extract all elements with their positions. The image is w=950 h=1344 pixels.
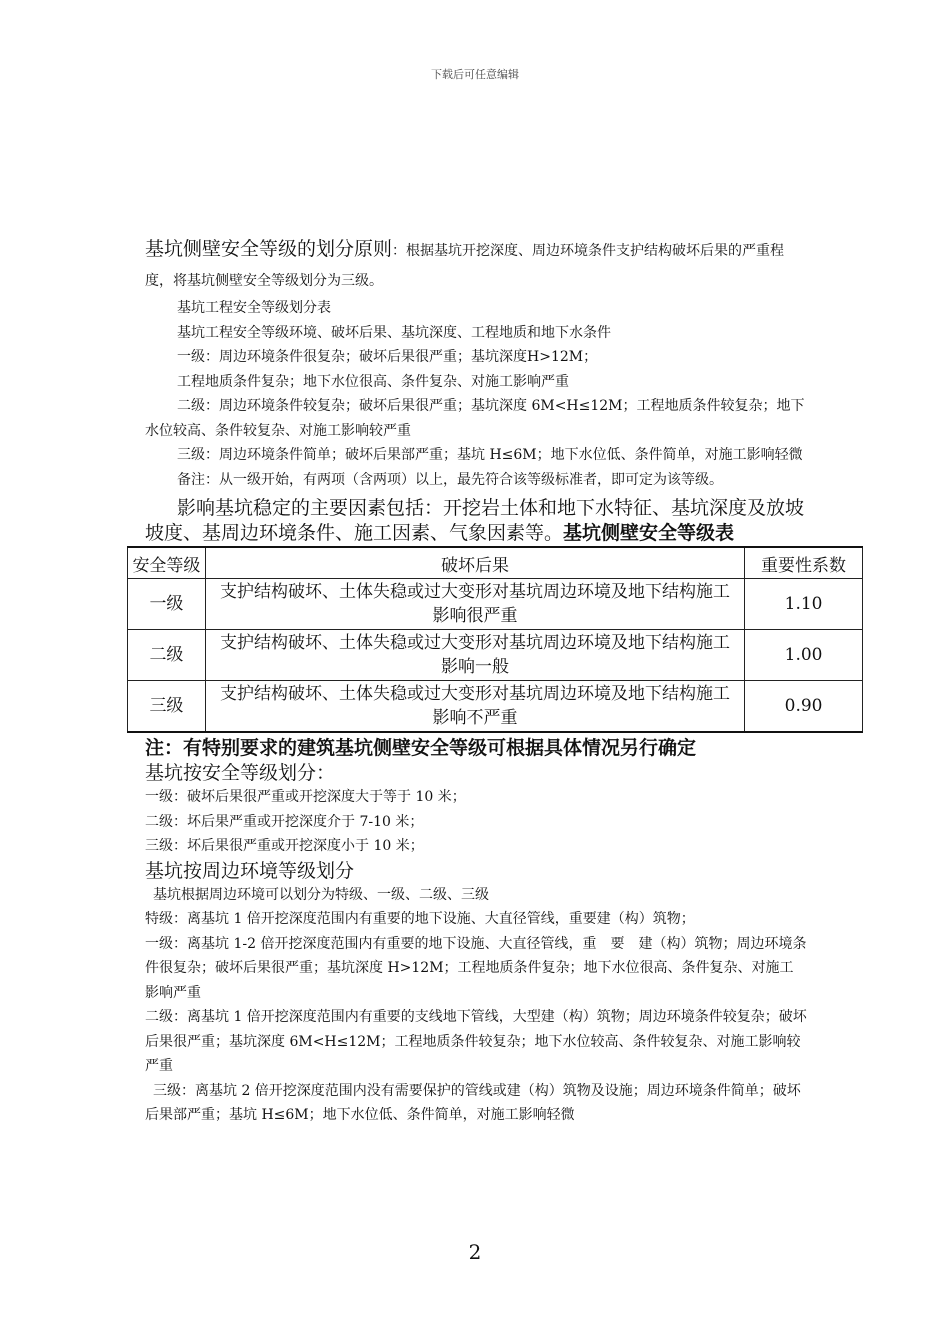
cell-grade: 三级 — [128, 681, 206, 733]
table-title: 基坑侧壁安全等级表 — [563, 522, 735, 544]
table-header-row — [128, 547, 863, 579]
paragraph-level-1: 一级：周边环境条件很复杂；破坏后果很严重；基坑深度H>12M； — [177, 349, 598, 365]
paragraph-remark: 备注：从一级开始，有两项（含两项）以上，最先符合该等级标准者，即可定为该等级。 — [177, 471, 723, 488]
cell-grade: 二级 — [128, 630, 206, 681]
header-grade: 安全等级 — [128, 547, 206, 579]
factors-paragraph — [145, 496, 807, 546]
cell-consequence: 支护结构破坏、土体失稳或过大变形对基坑周边环境及地下结构施工影响很严重 — [205, 579, 744, 630]
paragraph-level-3: 三级：周边环境条件简单；破坏后果部严重；基坑 H≤6M；地下水位低、条件简单，对施工影响轻微 — [177, 447, 803, 463]
paragraph-level-2: 二级：周边环境条件较复杂；破坏后果很严重；基坑深度 6M<H≤12M；工程地质条件较复杂；地下水位较高、条件较复杂、对施工影响较严重 — [145, 398, 805, 439]
table-row — [128, 630, 863, 681]
safety-item: 一级：破坏后果很严重或开挖深度大于等于 10 米； — [145, 789, 466, 805]
env-item-last: 三级：离基坑 2 倍开挖深度范围内没有需要保护的管线或建（构）筑物及设施；周边环境条件简单；破坏后果部严重；基坑 H≤6M；地下水位低、条件简单，对施工影响轻微 — [145, 1082, 801, 1123]
page-header: 下载后可任意编辑 — [431, 68, 519, 81]
page-number: 2 — [468, 1240, 482, 1264]
intro-paragraph — [145, 234, 807, 296]
paragraph-level-1-cont: 工程地质条件复杂；地下水位很高、条件复杂、对施工影响严重 — [177, 373, 569, 390]
table-row — [128, 681, 863, 733]
env-item: 二级：离基坑 1 倍开挖深度范围内有重要的支线地下管线，大型建（构）筑物；周边环境条件较复杂；破坏后果很严重；基坑深度 6M<H≤12M；工程地质条件较复杂；地下水位较高、条件较复杂、对施工影响较严重 — [145, 1009, 807, 1074]
env-division-title: 基坑按周边环境等级划分 — [145, 859, 355, 882]
cell-grade: 一级 — [128, 579, 206, 630]
table-row — [128, 579, 863, 630]
cell-coef: 1.10 — [745, 579, 863, 630]
env-item: 特级：离基坑 1 倍开挖深度范围内有重要的地下设施、大直径管线，重要建（构）筑物； — [145, 911, 695, 927]
header-coef: 重要性系数 — [745, 547, 863, 579]
safety-item: 三级：坏后果很严重或开挖深度小于 10 米； — [145, 838, 424, 854]
cell-coef: 1.00 — [745, 630, 863, 681]
paragraph-criteria: 基坑工程安全等级环境、破坏后果、基坑深度、工程地质和地下水条件 — [177, 324, 611, 341]
safety-item: 二级：坏后果严重或开挖深度介于 7-10 米； — [145, 813, 424, 830]
env-intro: 基坑根据周边环境可以划分为特级、一级、二级、三级 — [153, 886, 489, 903]
intro-title: 基坑侧壁安全等级的划分原则 — [145, 238, 393, 260]
header-consequence: 破坏后果 — [205, 547, 744, 579]
cell-coef: 0.90 — [745, 681, 863, 733]
cell-consequence: 支护结构破坏、土体失稳或过大变形对基坑周边环境及地下结构施工影响不严重 — [205, 681, 744, 733]
cell-consequence: 支护结构破坏、土体失稳或过大变形对基坑周边环境及地下结构施工影响一般 — [205, 630, 744, 681]
intro-lead: ：根据基坑开挖深度、周边环境条件支护结构破坏后果的严重程度，将基坑侧壁安全等级划分为三级。 — [145, 243, 785, 289]
safety-division-title: 基坑按安全等级划分： — [145, 762, 336, 784]
table-note: 注：有特别要求的建筑基坑侧壁安全等级可根据具体情况另行确定 — [145, 737, 697, 759]
factors-text: 影响基坑稳定的主要因素包括：开挖岩土体和地下水特征、基坑深度及放坡坡度、基周边环境条件、施工因素、气象因素等。 — [145, 497, 805, 544]
env-item: 一级：离基坑 1-2 倍开挖深度范围内有重要的地下设施、大直径管线，重 要 建（构）筑物；周边环境条件很复杂；破坏后果很严重；基坑深度 H>12M；工程地质条件复杂；地下水位很高、条件复杂、对施工影响严重 — [145, 935, 807, 1001]
paragraph-table-name: 基坑工程安全等级划分表 — [177, 300, 331, 316]
document-body — [132, 234, 847, 1128]
safety-grade-table — [127, 546, 863, 733]
